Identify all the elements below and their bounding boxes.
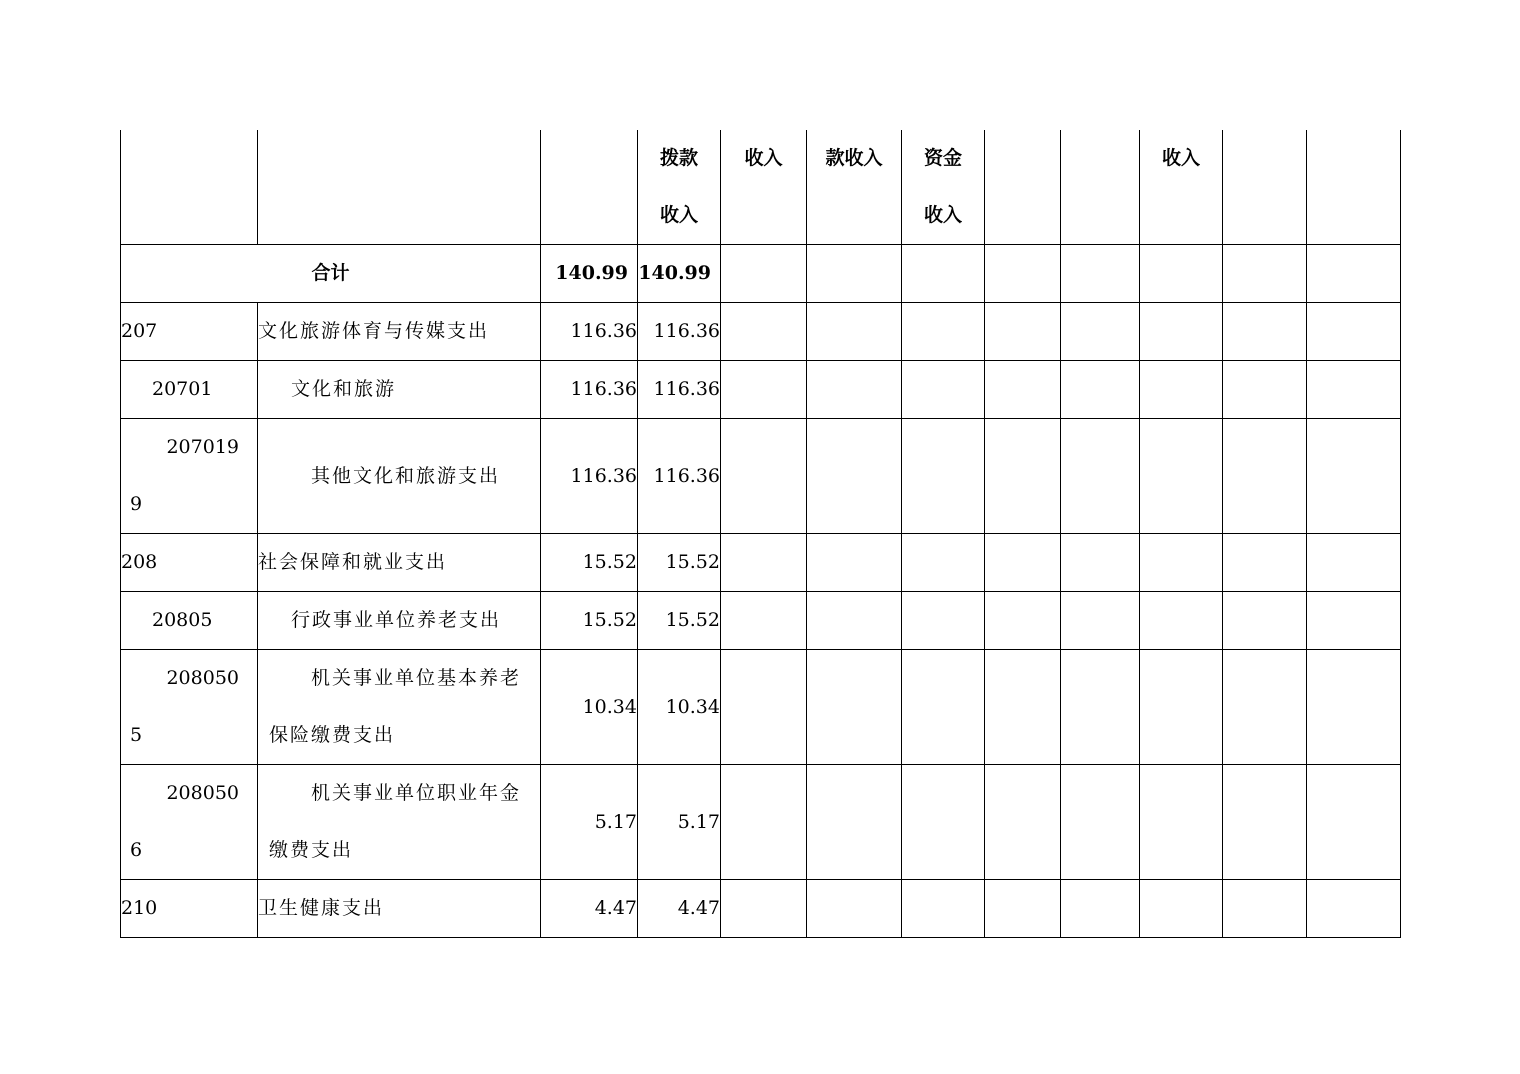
empty-cell <box>1307 592 1401 650</box>
header-row <box>121 130 1401 245</box>
empty-cell <box>1307 419 1401 534</box>
empty-cell <box>1140 361 1223 419</box>
empty-cell <box>985 592 1061 650</box>
header-cell-col6 <box>807 130 902 245</box>
row-appropriation: 116.36 <box>638 419 721 534</box>
header-text: 资金 <box>923 147 962 169</box>
empty-cell <box>1061 245 1140 303</box>
row-name: 文化和旅游 <box>258 361 541 419</box>
row-code <box>121 419 258 534</box>
row-name-line1: 机关事业单位基本养老 <box>311 667 522 689</box>
empty-cell <box>1061 765 1140 880</box>
empty-cell <box>985 650 1061 765</box>
row-name <box>258 419 541 534</box>
table-row <box>121 880 1401 938</box>
empty-cell <box>1140 245 1223 303</box>
empty-cell <box>902 880 985 938</box>
row-total: 15.52 <box>541 534 638 592</box>
header-cell-col9 <box>1061 130 1140 245</box>
empty-cell <box>1223 534 1307 592</box>
table-row <box>121 419 1401 534</box>
empty-cell <box>1140 880 1223 938</box>
row-appropriation: 116.36 <box>638 303 721 361</box>
empty-cell <box>721 534 807 592</box>
empty-cell <box>1223 361 1307 419</box>
row-name: 社会保障和就业支出 <box>258 534 541 592</box>
empty-cell <box>1140 650 1223 765</box>
row-name: 文化旅游体育与传媒支出 <box>258 303 541 361</box>
empty-cell <box>902 245 985 303</box>
table-row <box>121 534 1401 592</box>
empty-cell <box>1140 303 1223 361</box>
row-total: 116.36 <box>541 361 638 419</box>
empty-cell <box>1140 765 1223 880</box>
empty-cell <box>1061 534 1140 592</box>
empty-cell <box>1307 361 1401 419</box>
empty-cell <box>985 303 1061 361</box>
row-total: 116.36 <box>541 303 638 361</box>
empty-cell <box>902 303 985 361</box>
empty-cell <box>902 419 985 534</box>
row-code: 208 <box>121 534 258 592</box>
row-name-line2: 保险缴费支出 <box>269 724 396 746</box>
row-code-line2: 6 <box>130 839 143 861</box>
row-code-line1: 207019 <box>166 436 239 458</box>
empty-cell <box>721 419 807 534</box>
empty-cell <box>1223 245 1307 303</box>
row-code-line2: 5 <box>130 724 143 746</box>
total-total: 140.99 <box>541 245 638 303</box>
row-appropriation: 116.36 <box>638 361 721 419</box>
empty-cell <box>985 361 1061 419</box>
empty-cell <box>1223 303 1307 361</box>
row-code-line1: 208050 <box>166 782 239 804</box>
row-name-line1: 其他文化和旅游支出 <box>311 464 501 487</box>
row-code-line2: 9 <box>130 493 143 515</box>
empty-cell <box>902 765 985 880</box>
empty-cell <box>1061 880 1140 938</box>
row-code <box>121 650 258 765</box>
empty-cell <box>1061 650 1140 765</box>
header-cell-col12 <box>1307 130 1401 245</box>
empty-cell <box>1307 650 1401 765</box>
empty-cell <box>902 592 985 650</box>
empty-cell <box>807 245 902 303</box>
empty-cell <box>807 592 902 650</box>
row-code: 210 <box>121 880 258 938</box>
empty-cell <box>1223 592 1307 650</box>
empty-cell <box>1223 880 1307 938</box>
total-label: 合计 <box>121 245 541 303</box>
total-appropriation: 140.99 <box>638 245 721 303</box>
table-row <box>121 361 1401 419</box>
empty-cell <box>1307 534 1401 592</box>
empty-cell <box>985 419 1061 534</box>
empty-cell <box>807 880 902 938</box>
row-appropriation: 5.17 <box>638 765 721 880</box>
empty-cell <box>721 765 807 880</box>
row-name: 卫生健康支出 <box>258 880 541 938</box>
empty-cell <box>807 765 902 880</box>
empty-cell <box>1061 592 1140 650</box>
header-cell-col7 <box>902 130 985 245</box>
empty-cell <box>985 534 1061 592</box>
header-cell-col11 <box>1223 130 1307 245</box>
row-appropriation: 15.52 <box>638 534 721 592</box>
empty-cell <box>1061 361 1140 419</box>
empty-cell <box>807 534 902 592</box>
row-total: 116.36 <box>541 419 638 534</box>
empty-cell <box>1307 303 1401 361</box>
header-text: 收入 <box>923 204 962 226</box>
row-name-line2: 缴费支出 <box>269 839 354 861</box>
budget-table <box>120 130 1401 938</box>
table-row <box>121 303 1401 361</box>
header-text: 收入 <box>744 147 783 169</box>
header-cell-col5 <box>721 130 807 245</box>
header-cell-appropriation <box>638 130 721 245</box>
header-cell-col10 <box>1140 130 1223 245</box>
empty-cell <box>721 361 807 419</box>
row-code <box>121 765 258 880</box>
row-code: 20701 <box>121 361 258 419</box>
empty-cell <box>807 303 902 361</box>
header-cell-col8 <box>985 130 1061 245</box>
header-text: 收入 <box>659 204 698 226</box>
empty-cell <box>985 765 1061 880</box>
empty-cell <box>807 361 902 419</box>
empty-cell <box>1223 765 1307 880</box>
empty-cell <box>1140 534 1223 592</box>
row-code: 20805 <box>121 592 258 650</box>
header-cell-name <box>258 130 541 245</box>
row-total: 10.34 <box>541 650 638 765</box>
row-total: 15.52 <box>541 592 638 650</box>
row-name <box>258 650 541 765</box>
empty-cell <box>1061 419 1140 534</box>
empty-cell <box>1140 592 1223 650</box>
row-total: 4.47 <box>541 880 638 938</box>
header-text: 款收入 <box>825 147 883 169</box>
row-name <box>258 765 541 880</box>
row-code: 207 <box>121 303 258 361</box>
empty-cell <box>721 880 807 938</box>
empty-cell <box>1061 303 1140 361</box>
table-row <box>121 765 1401 880</box>
empty-cell <box>1307 880 1401 938</box>
row-total: 5.17 <box>541 765 638 880</box>
empty-cell <box>1223 650 1307 765</box>
empty-cell <box>721 592 807 650</box>
empty-cell <box>1307 245 1401 303</box>
empty-cell <box>985 245 1061 303</box>
header-cell-total <box>541 130 638 245</box>
empty-cell <box>902 650 985 765</box>
empty-cell <box>807 650 902 765</box>
table-row <box>121 592 1401 650</box>
row-appropriation: 10.34 <box>638 650 721 765</box>
empty-cell <box>721 650 807 765</box>
empty-cell <box>1140 419 1223 534</box>
row-name: 行政事业单位养老支出 <box>258 592 541 650</box>
row-appropriation: 15.52 <box>638 592 721 650</box>
row-name-line1: 机关事业单位职业年金 <box>311 782 522 804</box>
header-text: 收入 <box>1161 147 1200 169</box>
empty-cell <box>721 303 807 361</box>
table-row <box>121 650 1401 765</box>
empty-cell <box>721 245 807 303</box>
total-row <box>121 245 1401 303</box>
row-appropriation: 4.47 <box>638 880 721 938</box>
empty-cell <box>1223 419 1307 534</box>
empty-cell <box>1307 765 1401 880</box>
empty-cell <box>985 880 1061 938</box>
empty-cell <box>902 361 985 419</box>
empty-cell <box>902 534 985 592</box>
header-cell-code <box>121 130 258 245</box>
header-text: 拨款 <box>659 147 698 169</box>
empty-cell <box>807 419 902 534</box>
row-code-line1: 208050 <box>166 667 239 689</box>
